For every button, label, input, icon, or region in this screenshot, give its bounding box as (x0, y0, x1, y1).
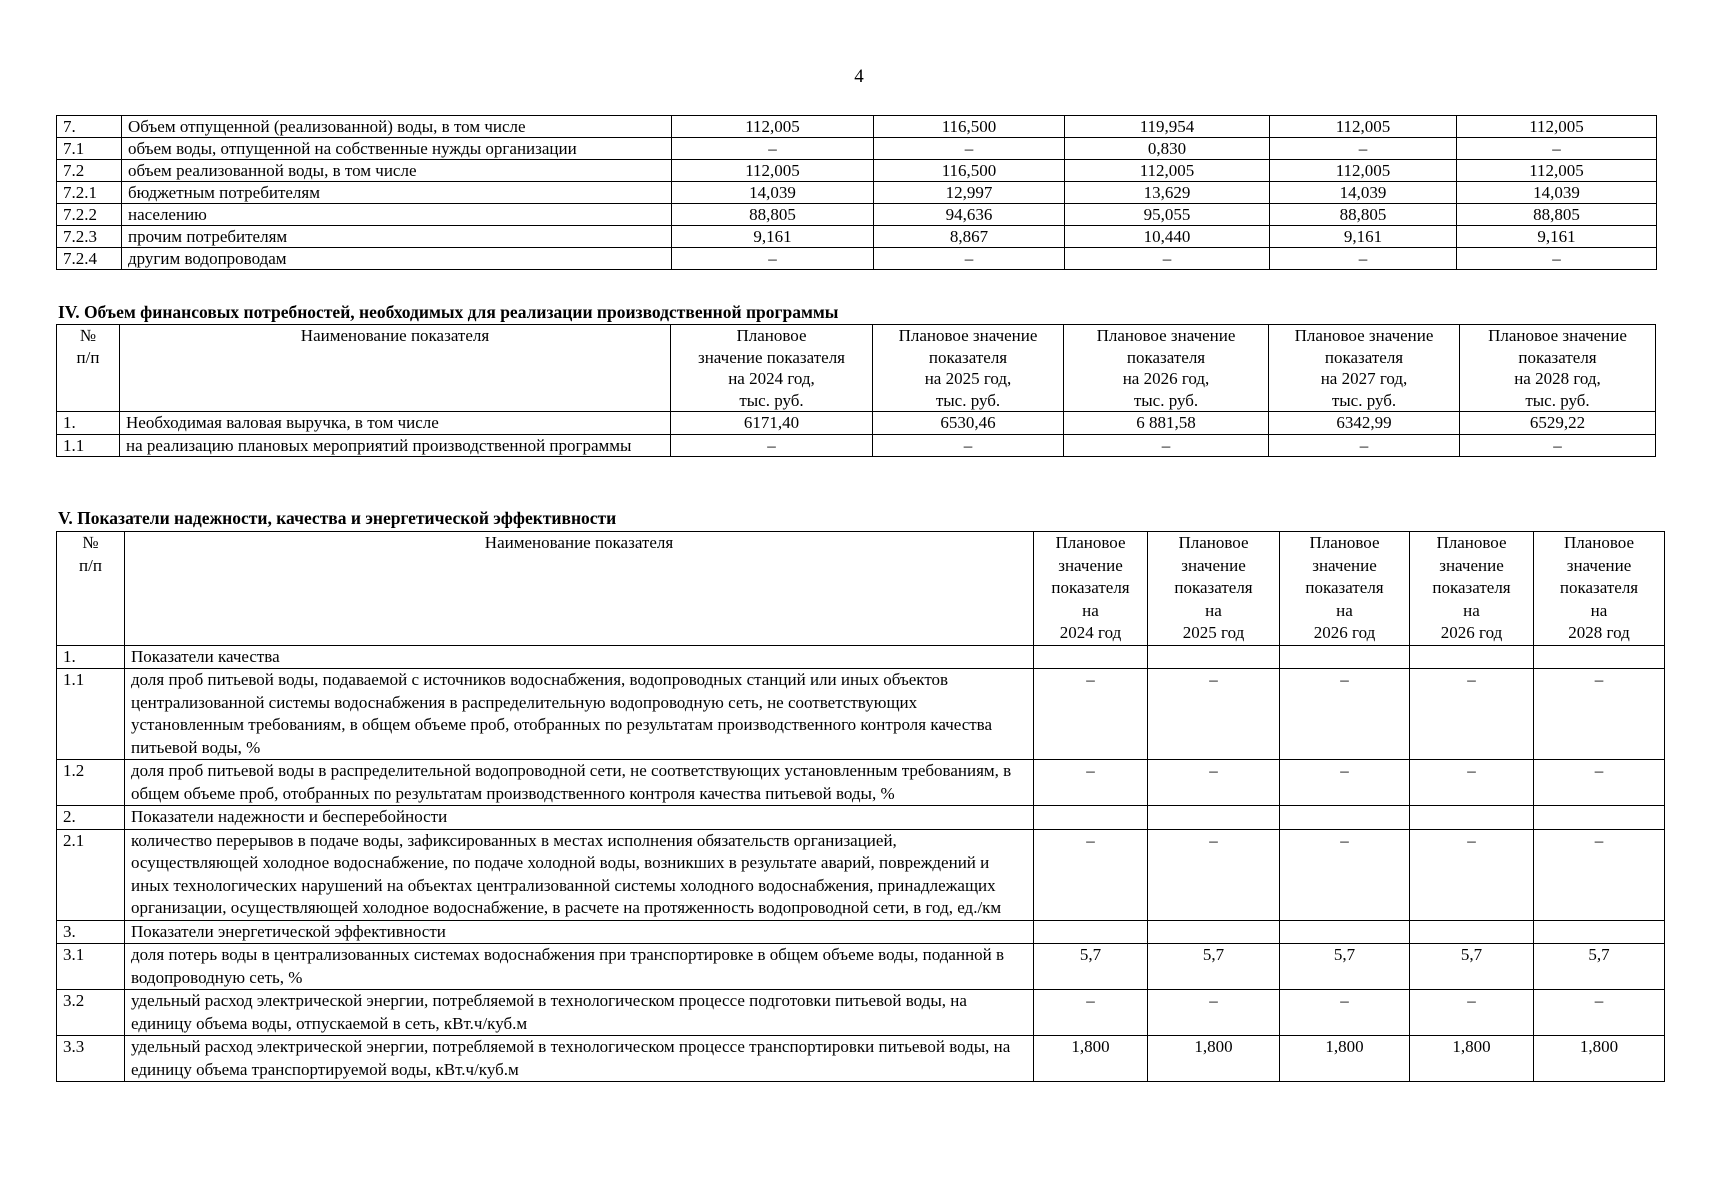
row-number: 1. (57, 645, 125, 669)
table-row (57, 248, 1657, 270)
value-cell: – (1148, 990, 1280, 1036)
row-number: 1.1 (57, 669, 125, 760)
table-row (57, 182, 1657, 204)
value-cell: – (1148, 760, 1280, 806)
row-number: 3.3 (57, 1036, 125, 1082)
value-cell: 88,805 (1270, 204, 1457, 226)
table-row (57, 160, 1657, 182)
value-cell: 88,805 (672, 204, 874, 226)
value-cell: – (1457, 138, 1657, 160)
header-year-column: Плановое значение показателя на 2028 год, тыс. руб. (1460, 325, 1656, 412)
indicator-name: доля проб питьевой воды, подаваемой с источников водоснабжения, водопроводных станций или иных объектов централизованной системы водоснабжения в распределительную водопроводную сеть, не соответствующих установленным требованиям, в общем объеме проб, отобранных по результатам производственного контроля качества питьевой воды, % (125, 669, 1034, 760)
value-cell: 88,805 (1457, 204, 1657, 226)
value-cell: 112,005 (1457, 116, 1657, 138)
value-cell: – (873, 434, 1064, 457)
value-cell: 13,629 (1065, 182, 1270, 204)
row-number: 7.2.1 (57, 182, 122, 204)
value-cell: – (671, 434, 873, 457)
header-row (57, 532, 1665, 646)
value-cell: 112,005 (1457, 160, 1657, 182)
indicator-name: прочим потребителям (122, 226, 672, 248)
table-row (57, 669, 1665, 760)
value-cell: 8,867 (874, 226, 1065, 248)
value-cell: – (1410, 669, 1534, 760)
value-cell: – (1065, 248, 1270, 270)
indicator-name: объем реализованной воды, в том числе (122, 160, 672, 182)
row-number: 7. (57, 116, 122, 138)
value-cell: – (1280, 829, 1410, 920)
value-cell: 1,800 (1280, 1036, 1410, 1082)
value-cell: – (1280, 669, 1410, 760)
indicator-name: доля проб питьевой воды в распределительной водопроводной сети, не соответствующих установленным требованиям, в общем объеме проб, отобранных по результатам производственного контроля качества питьевой воды, % (125, 760, 1034, 806)
value-cell (1034, 806, 1148, 830)
value-cell: – (1148, 829, 1280, 920)
table-row (57, 645, 1665, 669)
section-5-title: V. Показатели надежности, качества и энергетической эффективности (58, 508, 617, 528)
row-number: 1.1 (57, 434, 120, 457)
value-cell: 6 881,58 (1064, 412, 1269, 435)
value-cell: – (1410, 990, 1534, 1036)
header-number: № п/п (57, 325, 120, 412)
header-year-column: Плановое значение показателя на 2026 год, тыс. руб. (1064, 325, 1269, 412)
value-cell: – (1534, 990, 1665, 1036)
value-cell (1280, 645, 1410, 669)
value-cell: 14,039 (1270, 182, 1457, 204)
value-cell: 10,440 (1065, 226, 1270, 248)
reliability-quality-table (56, 531, 1665, 1082)
value-cell (1534, 806, 1665, 830)
value-cell (1410, 645, 1534, 669)
row-number: 7.2 (57, 160, 122, 182)
value-cell: – (672, 138, 874, 160)
header-year-column: Плановое значение показателя на 2028 год (1534, 532, 1665, 646)
value-cell: – (1034, 990, 1148, 1036)
value-cell: 119,954 (1065, 116, 1270, 138)
value-cell: 12,997 (874, 182, 1065, 204)
row-number: 3.2 (57, 990, 125, 1036)
indicator-name: Показатели энергетической эффективности (125, 920, 1034, 944)
value-cell: – (1034, 829, 1148, 920)
value-cell: 5,7 (1280, 944, 1410, 990)
value-cell: – (1280, 990, 1410, 1036)
value-cell: – (1064, 434, 1269, 457)
value-cell (1410, 920, 1534, 944)
indicator-name: бюджетным потребителям (122, 182, 672, 204)
indicator-name: Необходимая валовая выручка, в том числе (120, 412, 671, 435)
value-cell: 112,005 (1270, 116, 1457, 138)
value-cell: 14,039 (672, 182, 874, 204)
value-cell: 1,800 (1410, 1036, 1534, 1082)
value-cell: 6529,22 (1460, 412, 1656, 435)
value-cell: 112,005 (672, 116, 874, 138)
value-cell (1148, 645, 1280, 669)
table-row (57, 434, 1656, 457)
table-row (57, 829, 1665, 920)
value-cell: 6171,40 (671, 412, 873, 435)
row-number: 3. (57, 920, 125, 944)
value-cell: – (1148, 669, 1280, 760)
header-name: Наименование показателя (125, 532, 1034, 646)
value-cell: 6530,46 (873, 412, 1064, 435)
table-row (57, 226, 1657, 248)
value-cell: – (672, 248, 874, 270)
value-cell: – (1280, 760, 1410, 806)
header-number: № п/п (57, 532, 125, 646)
indicator-name: населению (122, 204, 672, 226)
indicator-name: удельный расход электрической энергии, потребляемой в технологическом процессе подготовки питьевой воды, на единицу объема воды, отпускаемой в сеть, кВт.ч/куб.м (125, 990, 1034, 1036)
header-year-column: Плановое значение показателя на 2024 год, тыс. руб. (671, 325, 873, 412)
value-cell: 9,161 (672, 226, 874, 248)
indicator-name: на реализацию плановых мероприятий производственной программы (120, 434, 671, 457)
header-row (57, 325, 1656, 412)
row-number: 7.2.2 (57, 204, 122, 226)
table-row (57, 760, 1665, 806)
value-cell: – (1269, 434, 1460, 457)
value-cell: – (1034, 760, 1148, 806)
row-number: 1. (57, 412, 120, 435)
row-number: 1.2 (57, 760, 125, 806)
value-cell: – (1410, 829, 1534, 920)
table-row (57, 806, 1665, 830)
value-cell: 5,7 (1148, 944, 1280, 990)
value-cell: – (1534, 669, 1665, 760)
indicator-name: объем воды, отпущенной на собственные нужды организации (122, 138, 672, 160)
value-cell: 112,005 (672, 160, 874, 182)
value-cell (1280, 920, 1410, 944)
value-cell: 1,800 (1148, 1036, 1280, 1082)
row-number: 7.2.3 (57, 226, 122, 248)
value-cell: 116,500 (874, 160, 1065, 182)
row-number: 2.1 (57, 829, 125, 920)
value-cell: – (1034, 669, 1148, 760)
indicator-name: количество перерывов в подаче воды, зафиксированных в местах исполнения обязательств организацией, осуществляющей холодное водоснабжение, по подаче холодной воды, возникших в результате аварий, повреждений и иных технологических нарушений на объектах централизованной системы холодного водоснабжения, принадлежащих организации, осуществляющей холодное водоснабжение, в расчете на протяженность водопроводной сети, в год, ед./км (125, 829, 1034, 920)
table-row (57, 412, 1656, 435)
table-row (57, 990, 1665, 1036)
header-year-column: Плановое значение показателя на 2024 год (1034, 532, 1148, 646)
header-year-column: Плановое значение показателя на 2026 год (1410, 532, 1534, 646)
indicator-name: другим водопроводам (122, 248, 672, 270)
value-cell (1534, 920, 1665, 944)
table-row (57, 920, 1665, 944)
row-number: 2. (57, 806, 125, 830)
table-row (57, 204, 1657, 226)
value-cell (1534, 645, 1665, 669)
row-number: 7.2.4 (57, 248, 122, 270)
value-cell: – (1457, 248, 1657, 270)
table-row (57, 116, 1657, 138)
section-4-title: IV. Объем финансовых потребностей, необходимых для реализации производственной программы (58, 302, 839, 322)
value-cell: 9,161 (1457, 226, 1657, 248)
value-cell: 94,636 (874, 204, 1065, 226)
value-cell: – (1270, 138, 1457, 160)
value-cell: 5,7 (1534, 944, 1665, 990)
value-cell: 1,800 (1034, 1036, 1148, 1082)
value-cell: – (1534, 829, 1665, 920)
value-cell: 95,055 (1065, 204, 1270, 226)
table-row (57, 138, 1657, 160)
value-cell: 5,7 (1410, 944, 1534, 990)
value-cell: 6342,99 (1269, 412, 1460, 435)
page-number: 4 (854, 66, 864, 87)
value-cell: – (1270, 248, 1457, 270)
value-cell (1410, 806, 1534, 830)
row-number: 3.1 (57, 944, 125, 990)
value-cell: – (874, 248, 1065, 270)
value-cell (1034, 920, 1148, 944)
value-cell (1280, 806, 1410, 830)
indicator-name: доля потерь воды в централизованных системах водоснабжения при транспортировке в общем объеме воды, поданной в водопроводную сеть, % (125, 944, 1034, 990)
value-cell (1148, 920, 1280, 944)
value-cell: 112,005 (1065, 160, 1270, 182)
value-cell: – (1534, 760, 1665, 806)
value-cell: – (1410, 760, 1534, 806)
value-cell: – (874, 138, 1065, 160)
financial-needs-table (56, 324, 1656, 457)
value-cell (1148, 806, 1280, 830)
value-cell: 1,800 (1534, 1036, 1665, 1082)
value-cell: 112,005 (1270, 160, 1457, 182)
indicator-name: Показатели надежности и бесперебойности (125, 806, 1034, 830)
header-year-column: Плановое значение показателя на 2027 год, тыс. руб. (1269, 325, 1460, 412)
indicator-name: удельный расход электрической энергии, потребляемой в технологическом процессе транспортировки питьевой воды, на единицу объема транспортируемой воды, кВт.ч/куб.м (125, 1036, 1034, 1082)
value-cell: 9,161 (1270, 226, 1457, 248)
row-number: 7.1 (57, 138, 122, 160)
indicator-name: Объем отпущенной (реализованной) воды, в том числе (122, 116, 672, 138)
value-cell (1034, 645, 1148, 669)
table-row (57, 1036, 1665, 1082)
value-cell: 116,500 (874, 116, 1065, 138)
header-name: Наименование показателя (120, 325, 671, 412)
value-cell: 0,830 (1065, 138, 1270, 160)
value-cell: – (1460, 434, 1656, 457)
header-year-column: Плановое значение показателя на 2026 год (1280, 532, 1410, 646)
table-row (57, 944, 1665, 990)
value-cell: 5,7 (1034, 944, 1148, 990)
value-cell: 14,039 (1457, 182, 1657, 204)
indicator-name: Показатели качества (125, 645, 1034, 669)
header-year-column: Плановое значение показателя на 2025 год (1148, 532, 1280, 646)
water-volume-table (56, 115, 1657, 270)
header-year-column: Плановое значение показателя на 2025 год, тыс. руб. (873, 325, 1064, 412)
